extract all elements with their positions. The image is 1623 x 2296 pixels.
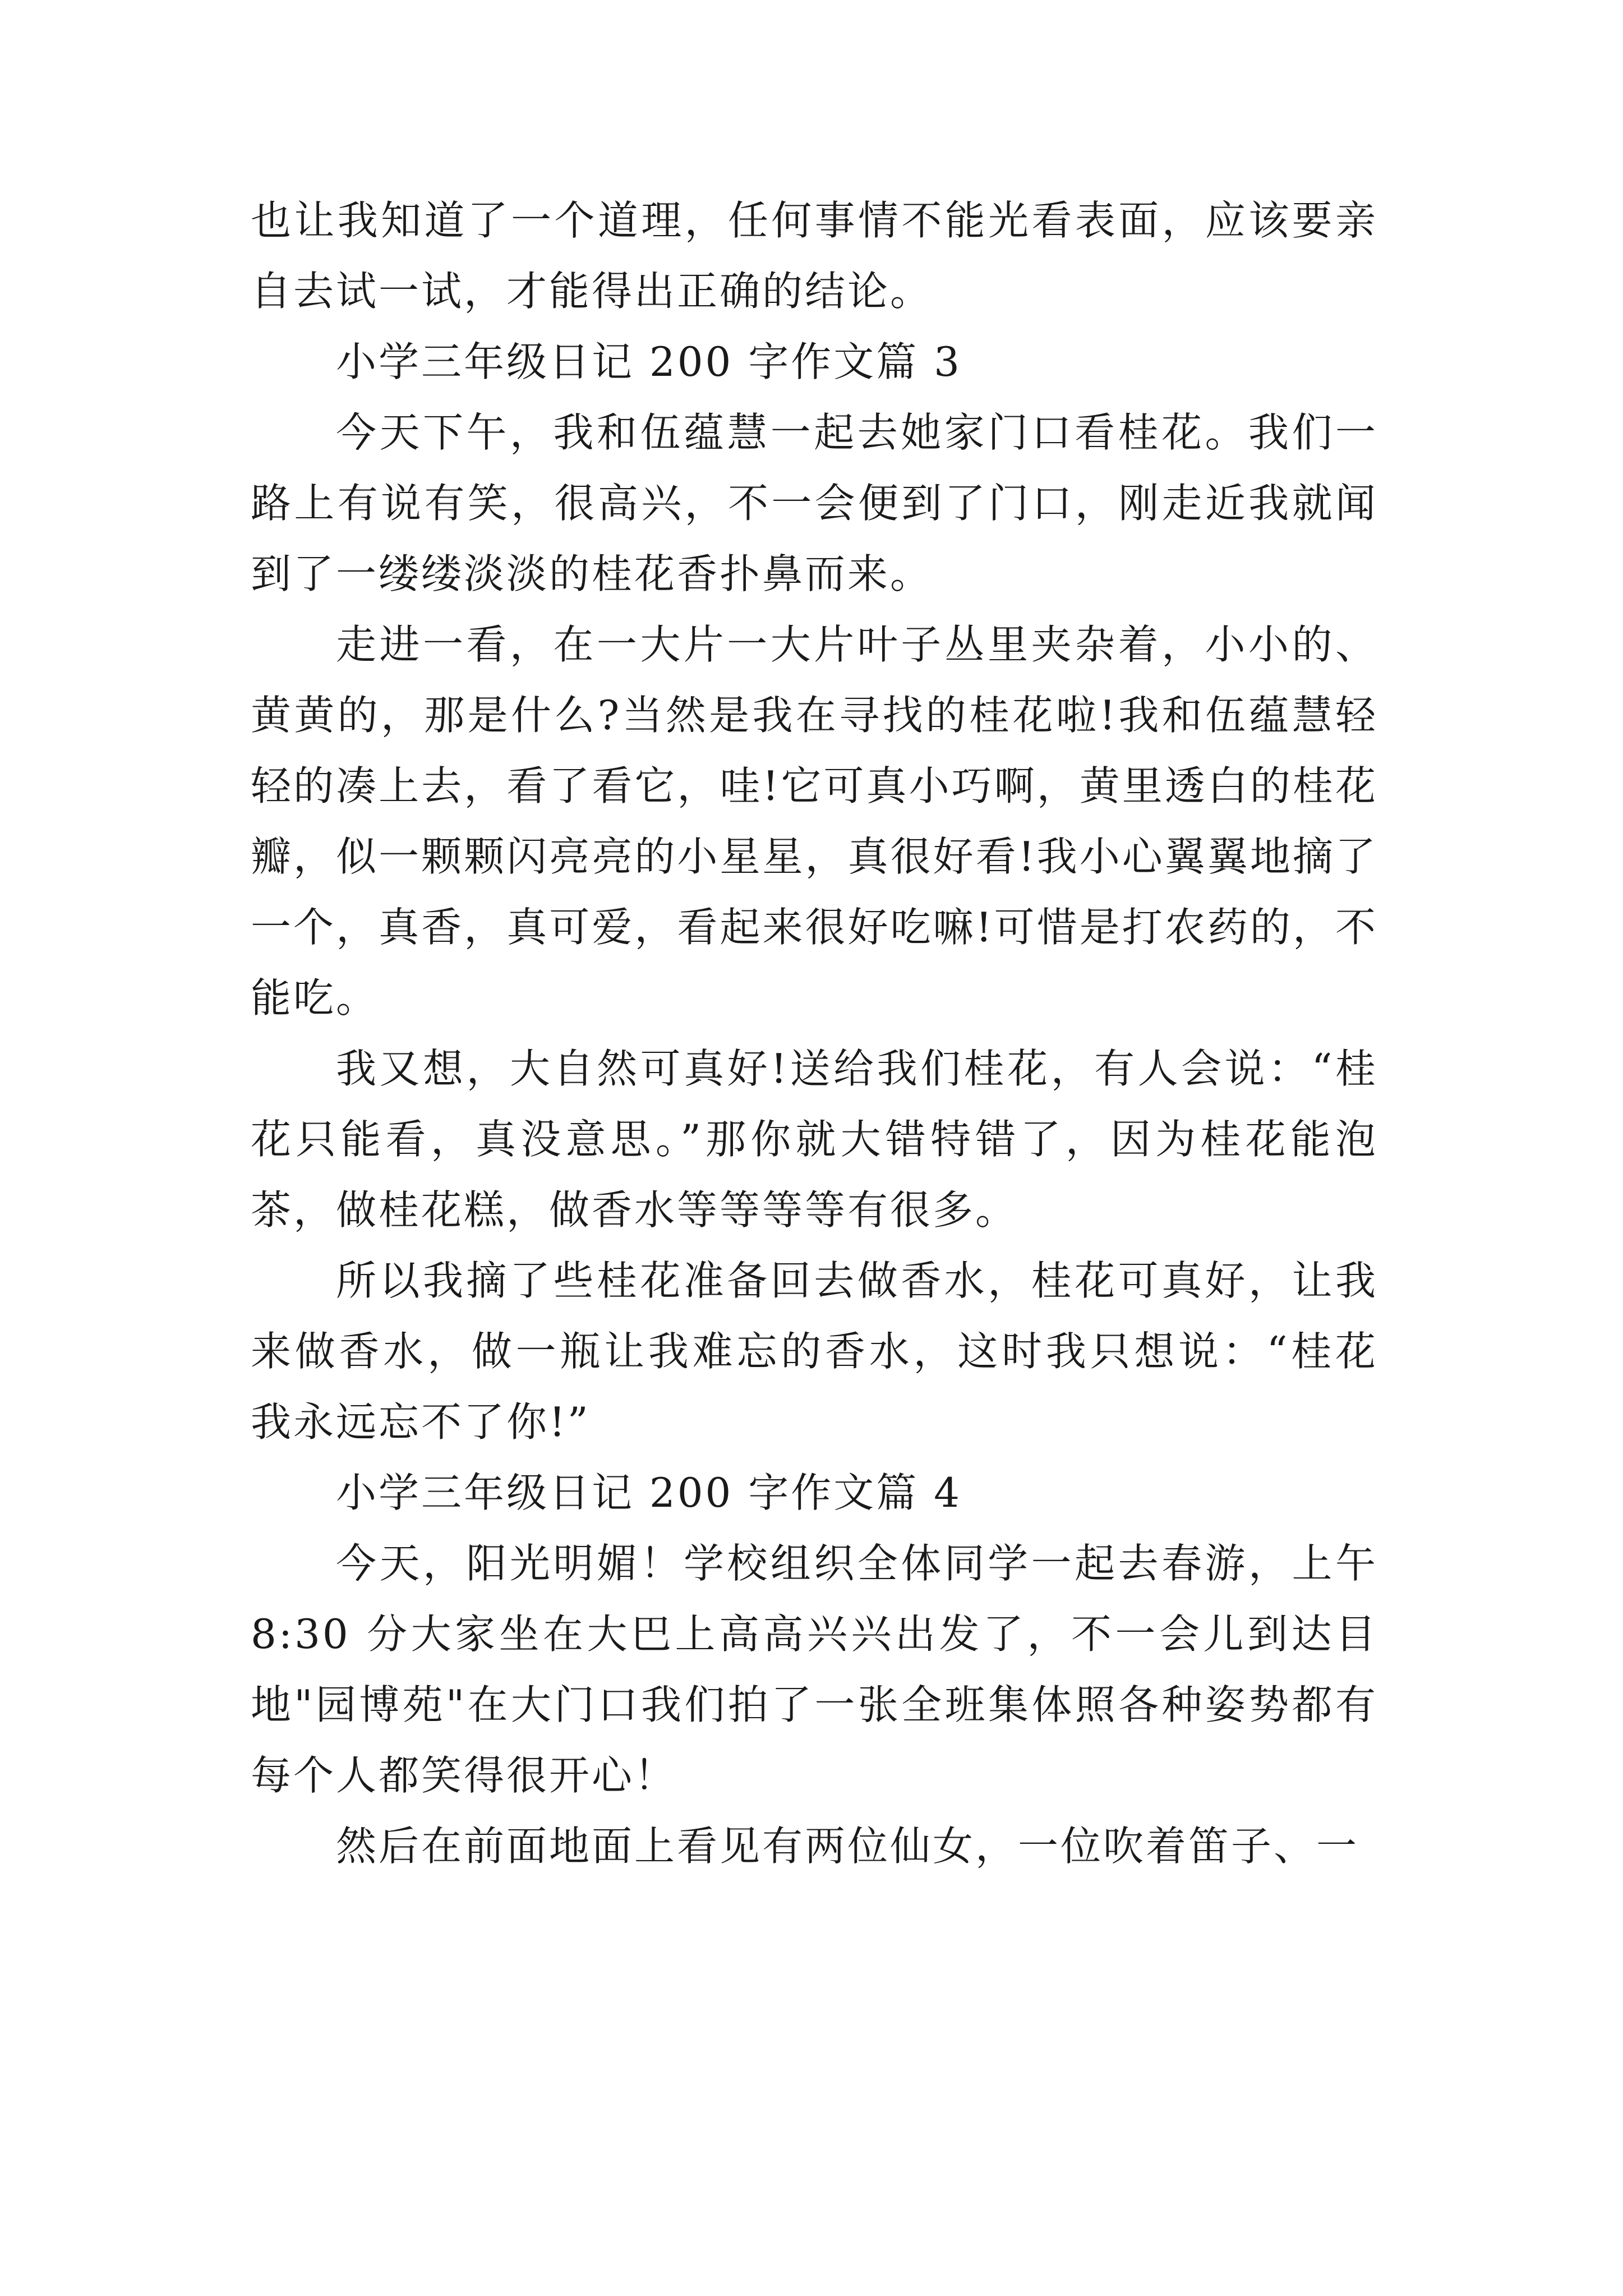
paragraph-4: 我又想，大自然可真好!送给我们桂花，有人会说：“桂花只能看，真没意思。”那你就大错特错了，因为桂花能泡茶，做桂花糕，做香水等等等等有很多。 xyxy=(251,1045,1378,1234)
paragraph-6: 今天，阳光明媚！学校组织全体同学一起去春游，上午 8:30 分大家坐在大巴上高高兴兴出发了，不一会儿到达目地"园博苑"在大门口我们拍了一张全班集体照各种姿势都有每个人都笑得很开心！ xyxy=(251,1540,1378,1799)
paragraph-2: 今天下午，我和伍蕴慧一起去她家门口看桂花。我们一路上有说有笑，很高兴，不一会便到了门口，刚走近我就闻到了一缕缕淡淡的桂花香扑鼻而来。 xyxy=(251,409,1378,597)
paragraph-7: 然后在前面地面上看见有两位仙女，一位吹着笛子、一 xyxy=(336,1823,1359,1870)
section-heading-3: 小学三年级日记 200 字作文篇 3 xyxy=(336,338,962,385)
paragraph-1: 也让我知道了一个道理，任何事情不能光看表面，应该要亲自去试一试，才能得出正确的结论。 xyxy=(251,197,1378,315)
paragraph-3: 走进一看，在一大片一大片叶子丛里夹杂着，小小的、黄黄的，那是什么?当然是我在寻找的桂花啦!我和伍蕴慧轻轻的凑上去，看了看它，哇!它可真小巧啊，黄里透白的桂花瓣，似一颗颗闪亮亮的小星星，真很好看!我小心翼翼地摘了一个，真香，真可爱，看起来很好吃嘛!可惜是打农药的，不能吃。 xyxy=(251,621,1378,1022)
document-body xyxy=(251,185,1378,1881)
section-heading-4: 小学三年级日记 200 字作文篇 4 xyxy=(336,1469,962,1516)
paragraph-5: 所以我摘了些桂花准备回去做香水，桂花可真好，让我来做香水，做一瓶让我难忘的香水，这时我只想说：“桂花我永远忘不了你!” xyxy=(251,1257,1378,1446)
